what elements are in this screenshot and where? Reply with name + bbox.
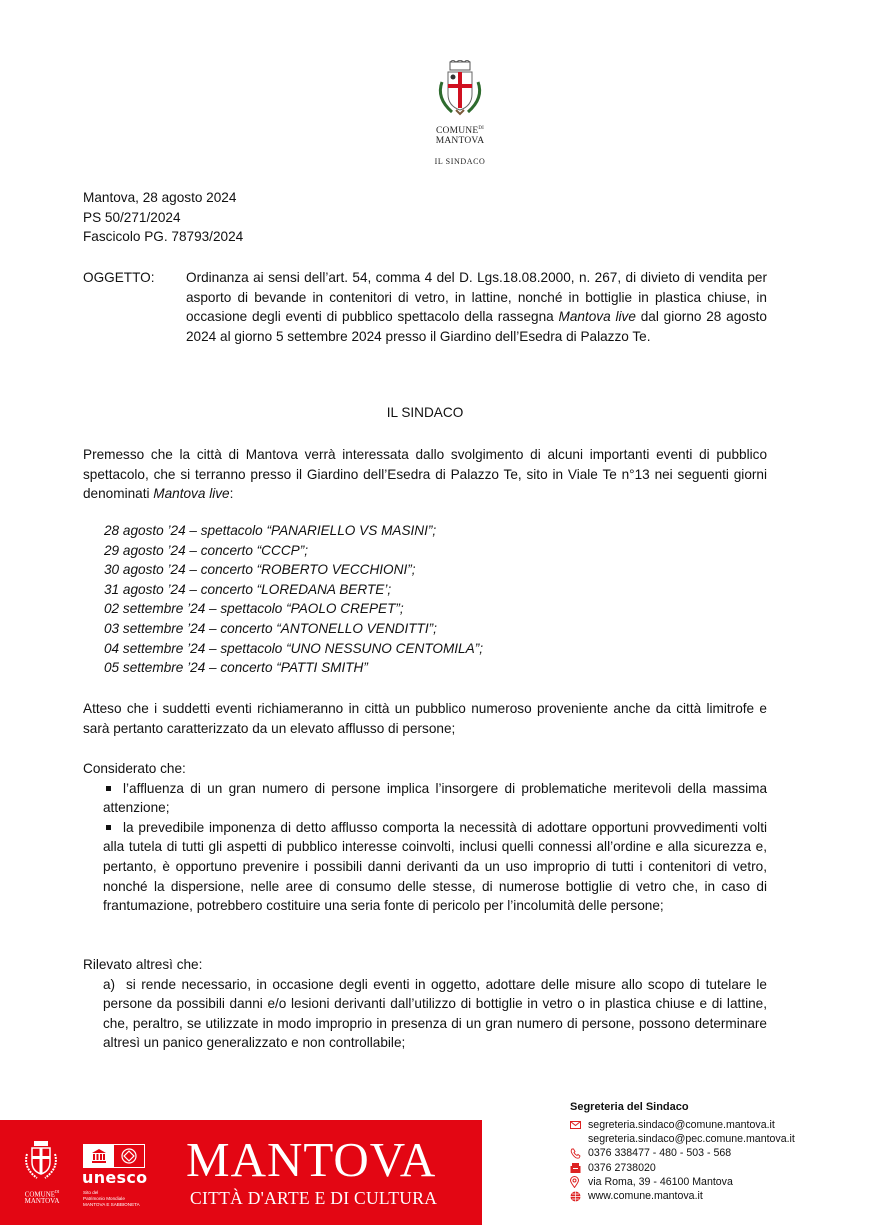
world-heritage-icon [114, 1145, 144, 1167]
subject-text-part2: dal giorno 28 agosto 2024 al giorno 5 settembre 2024 presso il Giardino dell’Esedra di Palazzo Te. [186, 309, 767, 344]
contact-address: via Roma, 39 - 46100 Mantova [588, 1175, 733, 1188]
atteso-paragraph [83, 699, 767, 738]
contact-website-row [570, 1189, 795, 1203]
considerato-bullet [83, 779, 767, 818]
event-item: 02 settembre ’24 – spettacolo “PAOLO CREPET”; [104, 601, 404, 617]
contact-fax: 0376 2738020 [588, 1161, 656, 1174]
crest-caption [415, 124, 505, 146]
atteso-keyword: Atteso [83, 701, 122, 716]
footer-tagline: CITTÀ D'ARTE E DI CULTURA [190, 1188, 438, 1208]
event-item: 05 settembre ’24 – concerto “PATTI SMITH” [104, 660, 368, 676]
considerato-suffix: che: [156, 761, 186, 776]
contact-website[interactable]: www.comune.mantova.it [588, 1190, 703, 1203]
rilevato-item-a [83, 975, 767, 1053]
footer-crest-caption [14, 1188, 70, 1205]
unesco-wordmark: unesco [82, 1168, 148, 1187]
considerato-bullet-text: la prevedibile imponenza di detto afflusso comporta la necessità di adottare opportuni provvedimenti volti alla tutela di tutti gli aspetti di pubblico interesse coinvolti, inclusi quelli connessi all’ordine e alla sicurezza e, pertanto, è opportuno prevenire i possibili danni derivanti da un uso improprio di tutti i contenitori di vetro, nonché la dispersione, nelle aree di consumo delle stesse, di numerose bottiglie di vetro che, in caso di frantumazione, potrebbero costituire una seria fonte di pericolo per l’incolumità delle persone; [103, 819, 767, 914]
unesco-temple-icon [84, 1145, 114, 1167]
considerato-bullet-text: l’affluenza di un gran numero di persone implica l’insorgere di problematiche meritevoli della massima attenzione; [103, 780, 767, 816]
section-title: IL SINDACO [386, 405, 464, 420]
phone-icon [570, 1148, 588, 1159]
unesco-emblem [83, 1144, 145, 1168]
footer-crest-line1: COMUNE [24, 1190, 56, 1199]
document-meta [83, 188, 767, 247]
considerato-paragraph [83, 759, 767, 916]
contact-fax-row [570, 1161, 795, 1175]
protocol-number: PS 50/271/2024 [83, 209, 181, 225]
rilevato-item-text: si rende necessario, in occasione degli eventi in oggetto, adottare delle misure allo scopo di tutelare le persone da possibili danni e/o lesioni derivanti dall’utilizzo di bottiglie in vetro o in plastica chiuse e di lattine, che, peraltro, se utilizzate in modo improprio in presenza di un gran numero di persone, possono determinare altresì un panico generalizzato e non controllabile; [103, 976, 767, 1051]
bullet-square-icon [106, 825, 111, 830]
contact-address-row [570, 1175, 795, 1189]
unesco-sub-line3: MANTOVA E SABBIONETA [83, 1202, 140, 1207]
office-heading: IL SINDACO [434, 157, 486, 166]
event-item: 30 agosto ’24 – concerto “ROBERTO VECCHIONI”; [104, 562, 416, 578]
place-date: Mantova, 28 agosto 2024 [83, 190, 237, 205]
subject-text-italic: Mantova live [558, 309, 636, 325]
globe-icon [570, 1191, 588, 1202]
footer-crest-di: DI [55, 1189, 60, 1194]
contact-email[interactable]: segreteria.sindaco@comune.mantova.it [588, 1119, 775, 1132]
contact-block [570, 1101, 795, 1203]
event-item: 03 settembre ’24 – concerto “ANTONELLO VENDITTI”; [104, 620, 437, 636]
crest-caption-line2: MANTOVA [435, 136, 485, 147]
contact-title: Segreteria del Sindaco [570, 1101, 689, 1113]
event-item: 04 settembre ’24 – spettacolo “UNO NESSUNO CENTOMILA”; [104, 640, 483, 656]
contact-phone-row [570, 1146, 795, 1160]
rilevato-item-label: a) [103, 976, 116, 992]
subject-label: OGGETTO: [83, 270, 155, 285]
premesso-italic: Mantova live [153, 486, 230, 502]
considerato-bullet [83, 818, 767, 916]
considerato-keyword: Considerato [83, 761, 157, 776]
crest-caption-di: DI [478, 126, 485, 131]
subject-block [83, 268, 767, 346]
contact-pec[interactable]: segreteria.sindaco@pec.comune.mantova.it [588, 1133, 795, 1146]
fax-icon [570, 1163, 588, 1173]
premesso-paragraph [83, 445, 767, 504]
subject-text [186, 268, 767, 346]
crest-caption-line1: COMUNE [435, 126, 479, 137]
rilevato-paragraph [83, 955, 767, 1053]
atteso-text: che i suddetti eventi richiameranno in città un pubblico numeroso proveniente anche da città limitrofe e sarà pertanto caratterizzato da un elevato afflusso di persone; [83, 701, 767, 736]
bullet-square-icon [106, 786, 111, 791]
location-pin-icon [570, 1176, 588, 1188]
footer-city-name: MANTOVA [186, 1132, 437, 1187]
mail-icon [570, 1121, 588, 1129]
event-item: 28 agosto ’24 – spettacolo “PANARIELLO VS MASINI”; [104, 523, 437, 538]
unesco-subtitle [83, 1190, 140, 1208]
contact-pec-row [570, 1132, 795, 1146]
file-number: Fascicolo PG. 78793/2024 [83, 229, 244, 245]
unesco-sub-line1: Sito del [83, 1190, 99, 1195]
events-list [104, 521, 788, 678]
footer-banner [0, 1120, 482, 1225]
contact-phone[interactable]: 0376 338477 - 480 - 503 - 568 [588, 1147, 732, 1160]
footer-crest-logo [22, 1140, 60, 1190]
premesso-text-end: : [229, 486, 234, 502]
subject-text-part1: Ordinanza ai sensi dell’art. 54, comma 4 del D. Lgs.18.08.2000, n. 267, di divieto di vendita per asporto di bevande in contenitori di vetro, in lattine, nonché in bottiglie in plastica chiuse, in occasione degli eventi di pubblico spettacolo della rassegna [186, 270, 767, 325]
footer-crest-line2: MANTOVA [24, 1197, 60, 1206]
premesso-keyword: Premesso [83, 447, 145, 462]
rilevato-keyword: Rilevato [83, 957, 133, 972]
contact-email-row [570, 1118, 795, 1132]
event-item: 29 agosto ’24 – concerto “CCCP”; [104, 542, 309, 558]
unesco-sub-line2: Patrimonio Mondiale [83, 1196, 125, 1201]
event-item: 31 agosto ’24 – concerto “LOREDANA BERTE’; [104, 581, 392, 597]
rilevato-suffix: altresì che: [132, 957, 203, 972]
premesso-text: che la città di Mantova verrà interessata dallo svolgimento di alcuni importanti eventi di pubblico spettacolo, che si terranno presso il Giardino dell’Esedra di Palazzo Te, sito in Viale Te n°13 nei seguenti giorni denominati [83, 447, 767, 502]
